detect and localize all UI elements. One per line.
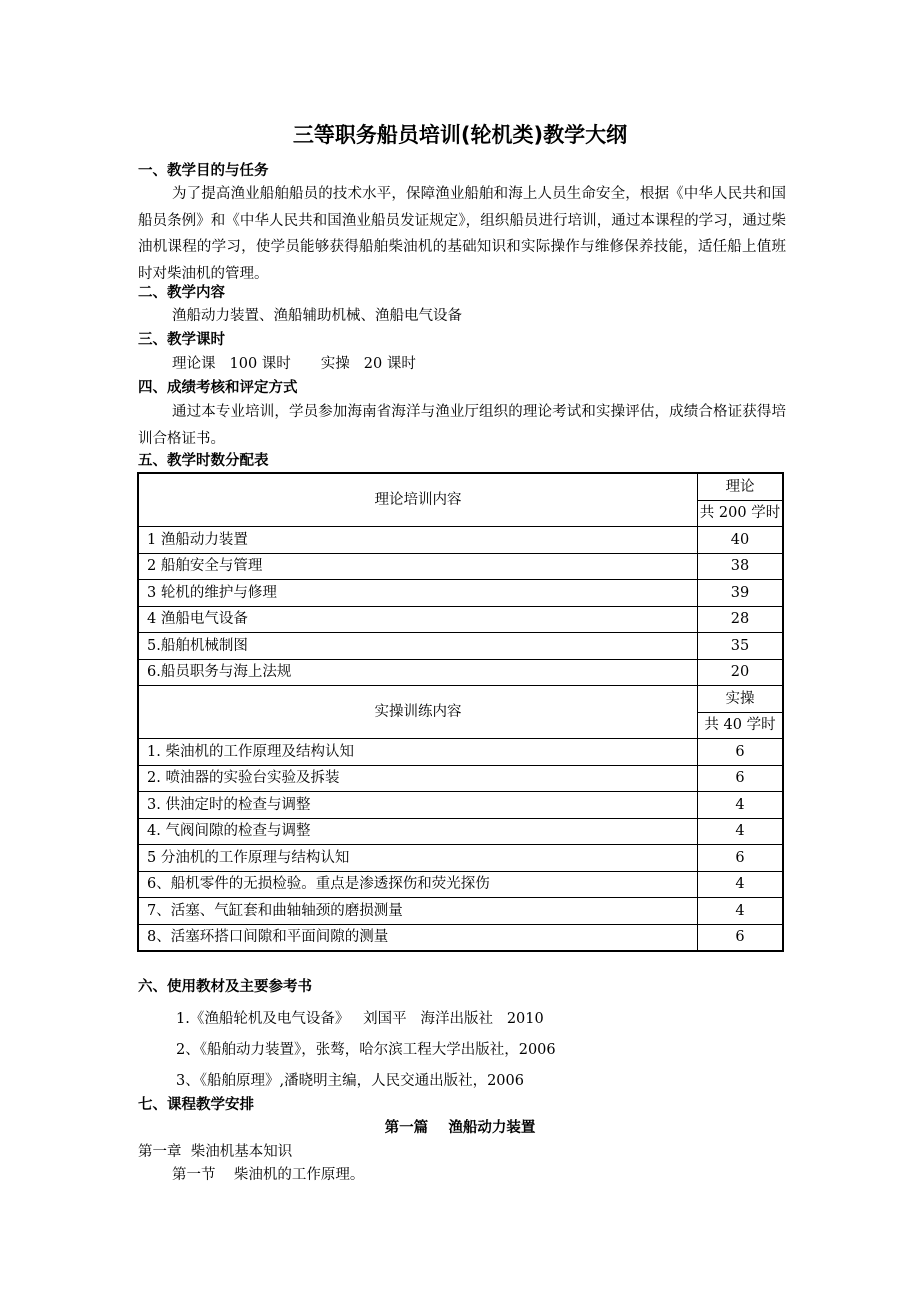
practice-item-hours: 6 — [698, 924, 784, 951]
reference-item: 3、《船舶原理》,潘晓明主编，人民交通出版社，2006 — [176, 1073, 524, 1089]
theory-header-row — [138, 473, 783, 500]
practice-item-hours: 6 — [698, 845, 784, 872]
theory-item-name: 3 轮机的维护与修理 — [138, 580, 698, 607]
table-row — [138, 739, 783, 766]
reference-item: 2、《船舶动力装置》，张骜，哈尔滨工程大学出版社，2006 — [176, 1042, 556, 1058]
theory-item-hours: 20 — [698, 659, 784, 686]
section-title: 第一节 柴油机的工作原理。 — [172, 1167, 365, 1183]
practice-item-hours: 4 — [698, 818, 784, 845]
practice-item-name: 3. 供油定时的检查与调整 — [138, 792, 698, 819]
theory-hours: 100 课时 — [229, 356, 291, 372]
table-row — [138, 659, 783, 686]
theory-item-hours: 28 — [698, 606, 784, 633]
practice-item-hours: 4 — [698, 792, 784, 819]
theory-total: 共 200 学时 — [698, 500, 784, 527]
hours-allocation-table — [137, 472, 784, 952]
practice-item-hours: 4 — [698, 871, 784, 898]
practice-item-name: 4. 气阀间隙的检查与调整 — [138, 818, 698, 845]
reference-item: 1.《渔船轮机及电气设备》 刘国平 海洋出版社 2010 — [176, 1011, 544, 1027]
practice-item-hours: 4 — [698, 898, 784, 925]
table-row — [138, 527, 783, 554]
section-3-heading: 三、教学课时 — [138, 332, 225, 348]
theory-item-hours: 38 — [698, 553, 784, 580]
table-row — [138, 606, 783, 633]
table-row — [138, 792, 783, 819]
theory-hours-line — [172, 353, 416, 375]
table-row — [138, 633, 783, 660]
theory-item-name: 5.船舶机械制图 — [138, 633, 698, 660]
practice-item-name: 8、活塞环搭口间隙和平面间隙的测量 — [138, 924, 698, 951]
section-2-body: 渔船动力装置、渔船辅助机械、渔船电气设备 — [172, 308, 462, 324]
practice-item-name: 6、船机零件的无损检验。重点是渗透探伤和荧光探伤 — [138, 871, 698, 898]
table-row — [138, 924, 783, 951]
practice-total: 共 40 学时 — [698, 712, 784, 739]
table-row — [138, 765, 783, 792]
theory-header-cell: 理论培训内容 — [138, 473, 698, 527]
table-row — [138, 845, 783, 872]
table-row — [138, 818, 783, 845]
section-4-heading: 四、成绩考核和评定方式 — [138, 380, 298, 396]
section-1-heading: 一、教学目的与任务 — [138, 163, 269, 179]
theory-label: 理论课 — [172, 356, 216, 372]
theory-col-label: 理论 — [698, 473, 784, 500]
document-title: 三等职务船员培训(轮机类)教学大纲 — [292, 123, 628, 147]
table-row — [138, 553, 783, 580]
theory-item-name: 1 渔船动力装置 — [138, 527, 698, 554]
section-1-body: 为了提高渔业船舶船员的技术水平，保障渔业船舶和海上人员生命安全，根据《中华人民共和国船员条例》和《中华人民共和国渔业船员发证规定》，组织船员进行培训，通过本课程的学习，通过柴油机课程的学习，使学员能够获得船舶柴油机的基础知识和实际操作与维修保养技能，适任船上值班时对柴油机的管理。 — [138, 186, 786, 282]
practice-item-name: 1. 柴油机的工作原理及结构认知 — [138, 739, 698, 766]
table-row — [138, 871, 783, 898]
practice-hours: 20 课时 — [363, 356, 416, 372]
section-6-heading: 六、使用教材及主要参考书 — [138, 979, 312, 995]
practice-item-name: 2. 喷油器的实验台实验及拆装 — [138, 765, 698, 792]
theory-item-name: 4 渔船电气设备 — [138, 606, 698, 633]
practice-item-hours: 6 — [698, 739, 784, 766]
practice-item-name: 5 分油机的工作原理与结构认知 — [138, 845, 698, 872]
theory-item-name: 2 船舶安全与管理 — [138, 553, 698, 580]
theory-item-hours: 40 — [698, 527, 784, 554]
theory-item-hours: 39 — [698, 580, 784, 607]
chapter-title: 第一章 柴油机基本知识 — [138, 1144, 293, 1160]
section-2-heading: 二、教学内容 — [138, 285, 225, 301]
practice-item-name: 7、活塞、气缸套和曲轴轴颈的磨损测量 — [138, 898, 698, 925]
table-row — [138, 898, 783, 925]
section-7-heading: 七、课程教学安排 — [138, 1097, 254, 1113]
practice-col-label: 实操 — [698, 686, 784, 713]
practice-label: 实操 — [320, 356, 350, 372]
part-title: 第一篇 渔船动力装置 — [384, 1120, 536, 1136]
section-4-body: 通过本专业培训，学员参加海南省海洋与渔业厅组织的理论考试和实操评估，成绩合格证获得培训合格证书。 — [138, 404, 786, 447]
section-5-heading: 五、教学时数分配表 — [138, 453, 269, 469]
theory-item-name: 6.船员职务与海上法规 — [138, 659, 698, 686]
table-row — [138, 580, 783, 607]
practice-item-hours: 6 — [698, 765, 784, 792]
practice-header-cell: 实操训练内容 — [138, 686, 698, 739]
practice-header-row — [138, 686, 783, 713]
theory-item-hours: 35 — [698, 633, 784, 660]
